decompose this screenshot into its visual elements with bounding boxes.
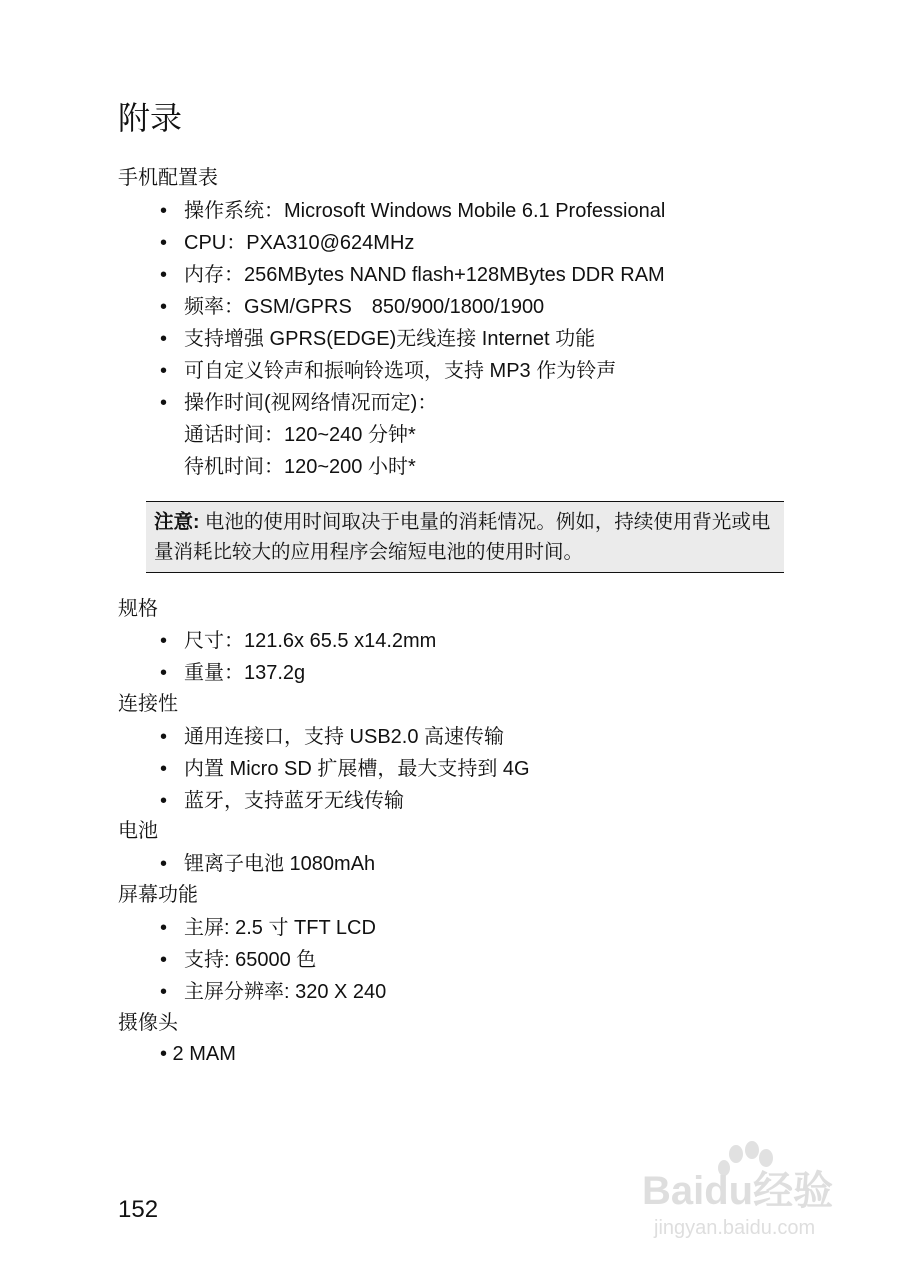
section-heading-specs: 规格 [118, 598, 158, 620]
section-heading-connectivity: 连接性 [118, 693, 178, 715]
bullet: • [160, 328, 168, 350]
list-item-text: CPU：PXA310@624MHz [184, 232, 415, 254]
list-item [160, 625, 436, 657]
list-item [160, 259, 665, 291]
bullet: • [160, 392, 168, 414]
list-item-text: 主屏: 2.5 寸 TFT LCD [184, 917, 376, 939]
bullet: • [160, 758, 168, 780]
specs-list [160, 625, 436, 689]
list-item-text: 重量：137.2g [184, 662, 306, 684]
bullet: • [160, 949, 168, 971]
list-item-text: 操作时间(视网络情况而定)： [184, 392, 438, 414]
screen-list [160, 912, 386, 1008]
list-item-text: 主屏分辨率: 320 X 240 [184, 981, 387, 1003]
section-heading-screen: 屏幕功能 [118, 884, 198, 906]
bullet: • [160, 981, 168, 1003]
bullet: • [160, 296, 168, 318]
list-item-text: 锂离子电池 1080mAh [184, 853, 376, 875]
list-item-text: 通用连接口，支持 USB2.0 高速传输 [184, 726, 505, 748]
list-item-text: 内存：256MBytes NAND flash+128MBytes DDR RAM [184, 264, 665, 286]
list-item-text: 频率：GSM/GPRS 850/900/1800/1900 [184, 296, 545, 318]
list-item-text: 尺寸：121.6x 65.5 x14.2mm [184, 630, 437, 652]
list-item-text: 可自定义铃声和振响铃选项，支持 MP3 作为铃声 [184, 360, 617, 382]
bullet: • [160, 726, 168, 748]
connectivity-list [160, 721, 530, 817]
bullet: • [160, 790, 168, 812]
section-heading-config: 手机配置表 [118, 167, 218, 189]
page-title: 附录 [118, 100, 183, 136]
bullet: • [160, 630, 168, 652]
bullet: • [160, 264, 168, 286]
bullet: • [160, 917, 168, 939]
section-heading-battery: 电池 [118, 820, 158, 842]
page-number: 152 [118, 1196, 159, 1223]
camera-item: • 2 MAM [160, 1043, 236, 1065]
note-label: 注意: [154, 511, 200, 533]
list-item [160, 291, 665, 323]
bullet: • [160, 853, 168, 875]
bullet: • [160, 232, 168, 254]
list-item [160, 753, 530, 785]
list-item [160, 976, 386, 1008]
watermark-brand: Baidu经验 [642, 1169, 834, 1213]
note-box [146, 501, 784, 573]
talk-time-line: 通话时间：120~240 分钟* [184, 424, 416, 446]
list-item [160, 355, 665, 387]
list-item [160, 721, 530, 753]
watermark-url: jingyan.baidu.com [654, 1217, 816, 1239]
config-list [160, 195, 665, 419]
list-item-text: 蓝牙，支持蓝牙无线传输 [184, 790, 404, 812]
list-item [160, 944, 386, 976]
list-item-text: 操作系统：Microsoft Windows Mobile 6.1 Professional [184, 200, 666, 222]
list-item-text: 内置 Micro SD 扩展槽，最大支持到 4G [184, 758, 530, 780]
standby-time-line: 待机时间：120~200 小时* [184, 456, 416, 478]
list-item [160, 323, 665, 355]
list-item-text: 支持增强 GPRS(EDGE)无线连接 Internet 功能 [184, 328, 596, 350]
baidu-jingyan-watermark [640, 1140, 850, 1240]
list-item [160, 387, 665, 419]
note-text: 电池的使用时间取决于电量的消耗情况。例如，持续使用背光或电量消耗比较大的应用程序会缩短电池的使用时间。 [154, 511, 771, 563]
list-item [160, 657, 436, 689]
list-item [160, 195, 665, 227]
section-heading-camera: 摄像头 [118, 1012, 178, 1034]
bullet: • [160, 360, 168, 382]
list-item-text: 支持: 65000 色 [184, 949, 317, 971]
list-item [160, 227, 665, 259]
battery-list [160, 848, 375, 880]
list-item [160, 785, 530, 817]
list-item [160, 912, 386, 944]
bullet: • [160, 662, 168, 684]
bullet: • [160, 200, 168, 222]
list-item [160, 848, 375, 880]
